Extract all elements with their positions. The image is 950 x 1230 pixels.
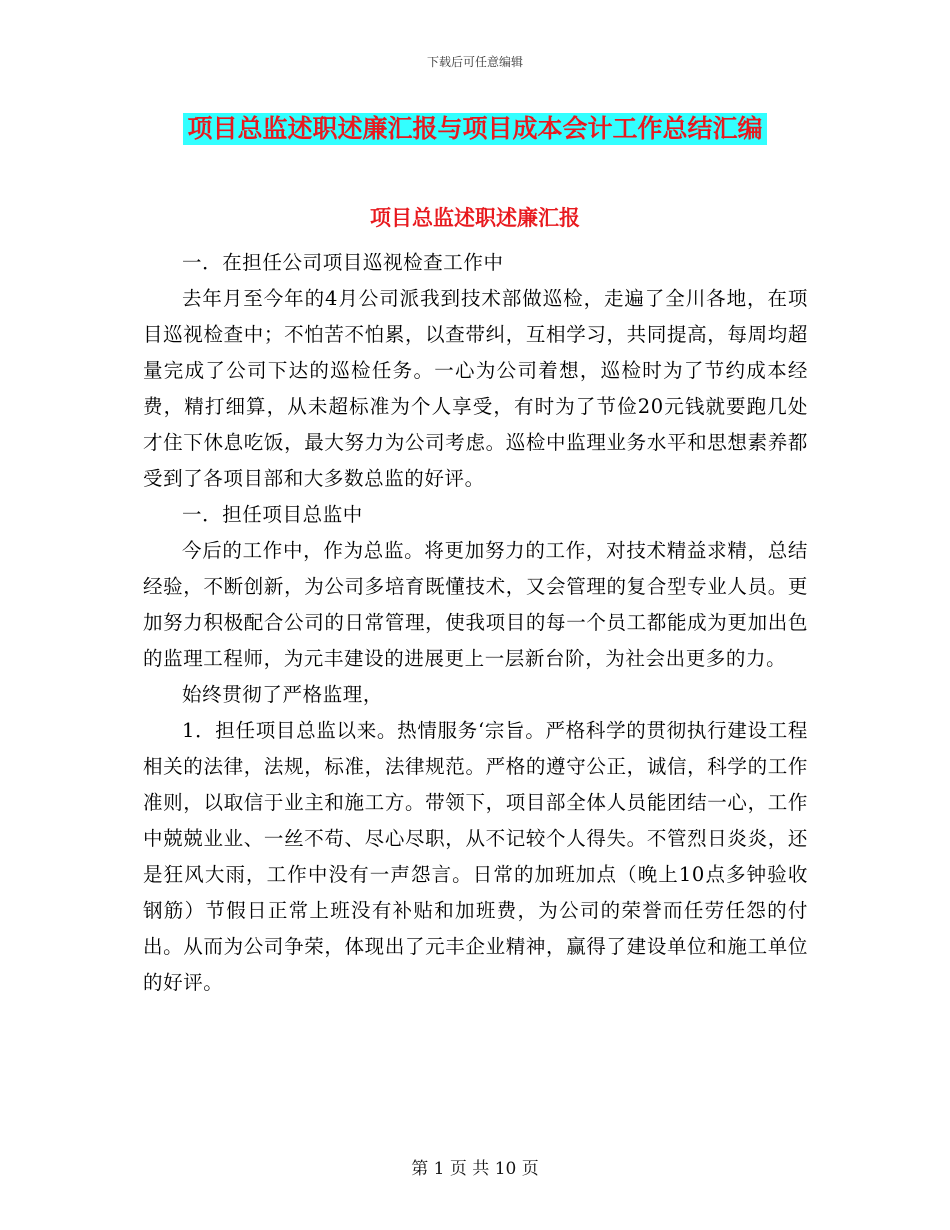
paragraph: 去年月至今年的4月公司派我到技术部做巡检，走遍了全川各地，在项目巡视检查中；不怕苦不怕累，以查带纠，互相学习，共同提高，每周均超量完成了公司下达的巡检任务。一心为公司着想，巡检时为了节约成本经费，精打细算，从未超标准为个人享受，有时为了节俭20元钱就要跑几处才住下休息吃饭，最大努力为公司考虑。巡检中监理业务水平和思想素养都受到了各项目部和大多数总监的好评。 [143,287,808,490]
body-text [143,245,808,1001]
document-title-container [0,113,950,145]
paragraph: 1．担任项目总监以来。热情服务‘宗旨。严格科学的贯彻执行建设工程相关的法律，法规，标准，法律规范。严格的遵守公正，诚信，科学的工作准则，以取信于业主和施工方。带领下，项目部全体人员能团结一心，工作中兢兢业业、一丝不苟、尽心尽职，从不记较个人得失。不管烈日炎炎，还是狂风大雨，工作中没有一声怨言。日常的加班加点（晚上10点多钟验收钢筋）节假日正常上班没有补贴和加班费，为公司的荣誉而任劳任怨的付出。从而为公司争荣，体现出了元丰企业精神，赢得了建设单位和施工单位的好评。 [143,719,808,994]
section-title: 项目总监述职述廉汇报 [370,205,580,230]
paragraph: 一．在担任公司项目巡视检查工作中 [182,251,504,274]
document-title: 项目总监述职述廉汇报与项目成本会计工作总结汇编 [183,113,766,145]
header-note: 下载后可任意编辑 [426,55,523,69]
page-footer: 第 1 页 共 10 页 [411,1159,539,1179]
paragraph: 始终贯彻了严格监理， [182,683,384,706]
paragraph: 今后的工作中，作为总监。将更加努力的工作，对技术精益求精，总结经验，不断创新，为公司多培育既懂技术，又会管理的复合型专业人员。更加努力积极配合公司的日常管理，使我项目的每一个员工都能成为更加出色的监理工程师，为元丰建设的进展更上一层新台阶，为社会出更多的力。 [143,539,808,670]
paragraph: 一．担任项目总监中 [182,503,363,526]
